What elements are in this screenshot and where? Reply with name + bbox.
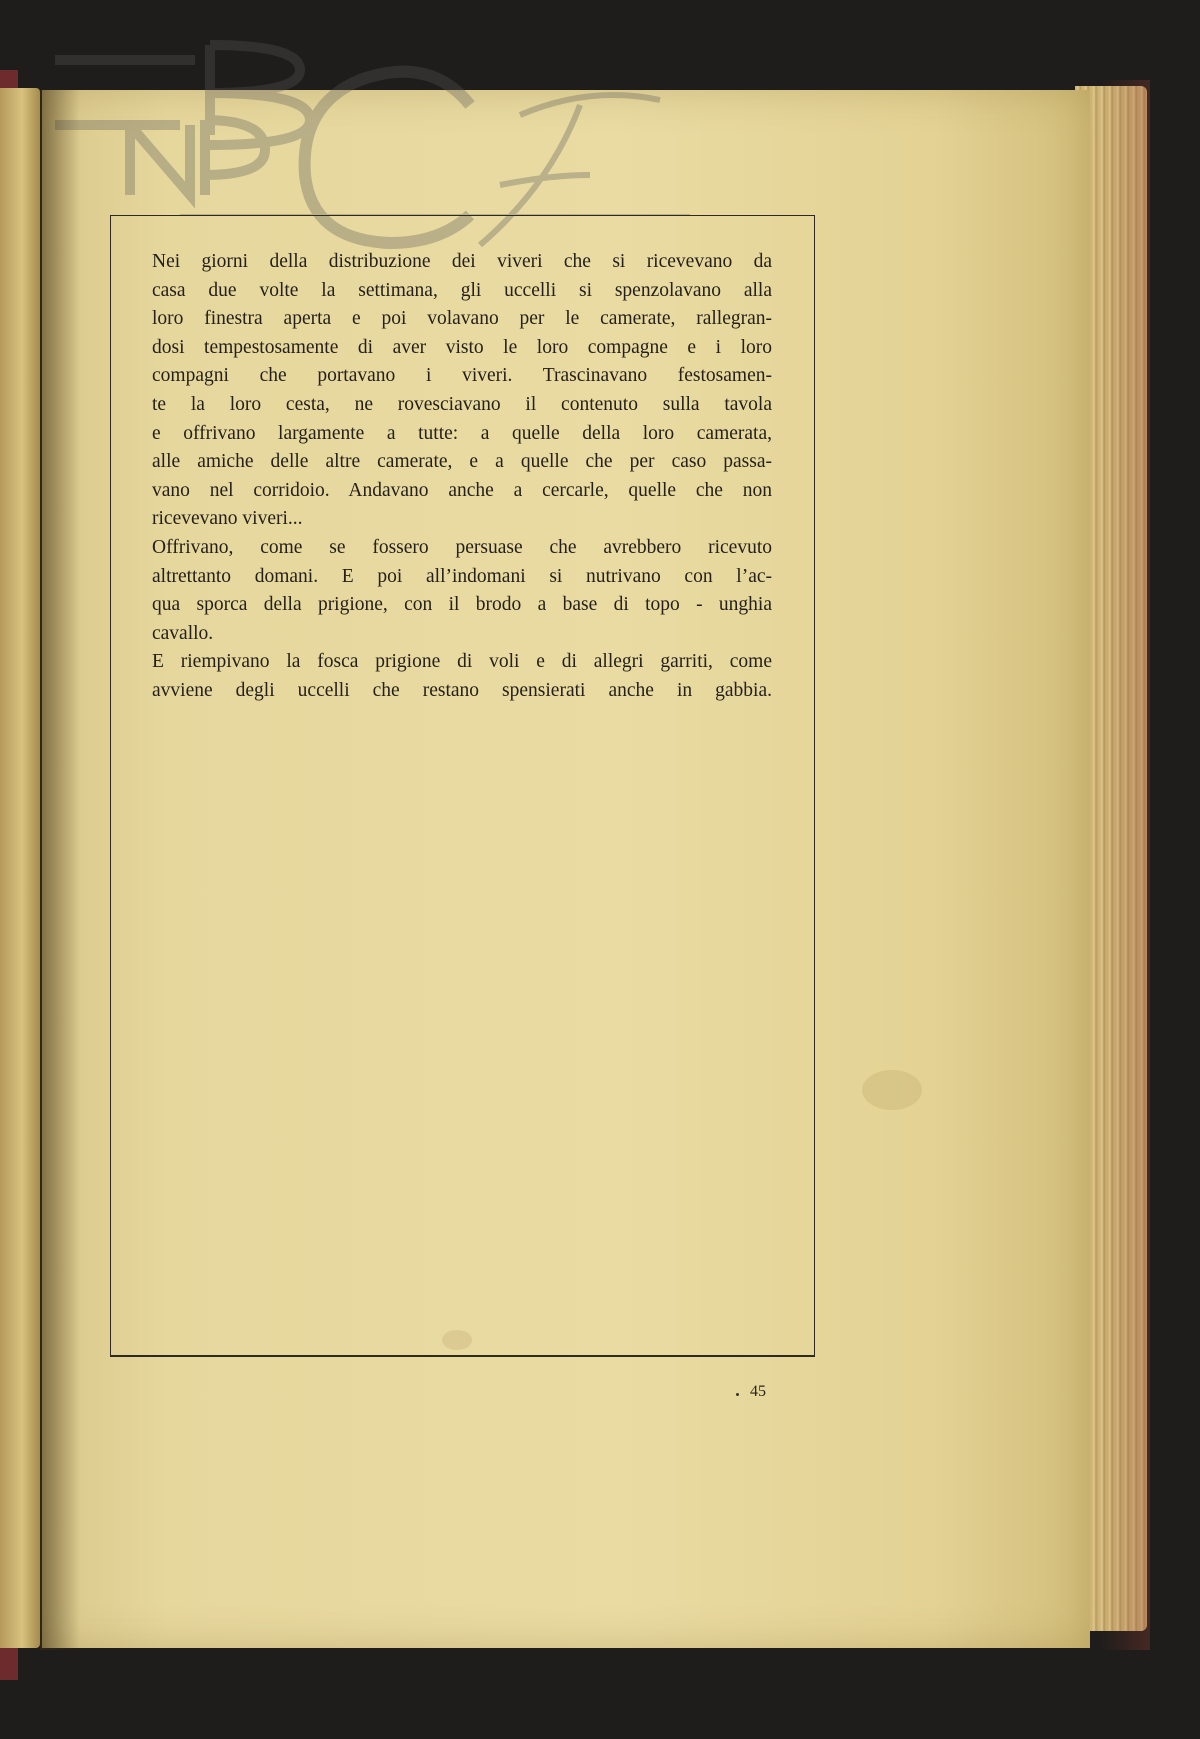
text-line: vano nel corridoio. Andavano anche a cercarle, quelle che non: [152, 479, 772, 501]
text-line: e offrivano largamente a tutte: a quelle della loro camerata,: [152, 422, 772, 444]
page-number-dot: [736, 1393, 739, 1396]
paragraph: [152, 534, 772, 648]
paper-stain: [862, 1070, 922, 1110]
text-line: cavallo.: [152, 622, 214, 644]
left-page-edge: [0, 88, 40, 1648]
text-line: Offrivano, come se fossero persuase che avrebbero ricevuto: [152, 536, 772, 558]
text-line: Nei giorni della distribuzione dei viveri che si ricevevano da: [152, 251, 772, 272]
text-line: loro finestra aperta e poi volavano per le camerate, rallegran-: [152, 308, 772, 330]
paragraph: [152, 648, 772, 705]
text-line: alle amiche delle altre camerate, e a quelle che per caso passa-: [152, 451, 772, 473]
text-line: te la loro cesta, ne rovesciavano il contenuto sulla tavola: [152, 393, 772, 415]
right-cover-edge: [1100, 80, 1150, 1650]
text-line: dosi tempestosamente di aver visto le loro compagne e i loro: [152, 336, 772, 358]
text-line: casa due volte la settimana, gli uccelli si spenzolavano alla: [152, 279, 772, 301]
text-line: E riempivano la fosca prigione di voli e di allegri garriti, come: [152, 651, 772, 673]
body-text: [152, 248, 772, 706]
text-frame-bottom-rule: [110, 1355, 815, 1357]
text-line: qua sporca della prigione, con il brodo a base di topo - unghia: [152, 594, 772, 616]
paragraph: [152, 248, 772, 534]
text-line: ricevevano viveri...: [152, 508, 303, 530]
text-line: compagni che portavano i viveri. Trascinavano festosamen-: [152, 365, 772, 387]
page-number: 45: [750, 1383, 766, 1400]
text-line: altrettanto domani. E poi all’indomani si nutrivano con l’ac-: [152, 565, 772, 587]
spine-shadow: [40, 90, 80, 1650]
text-line: avviene degli uccelli che restano spensierati anche in gabbia.: [152, 679, 772, 701]
